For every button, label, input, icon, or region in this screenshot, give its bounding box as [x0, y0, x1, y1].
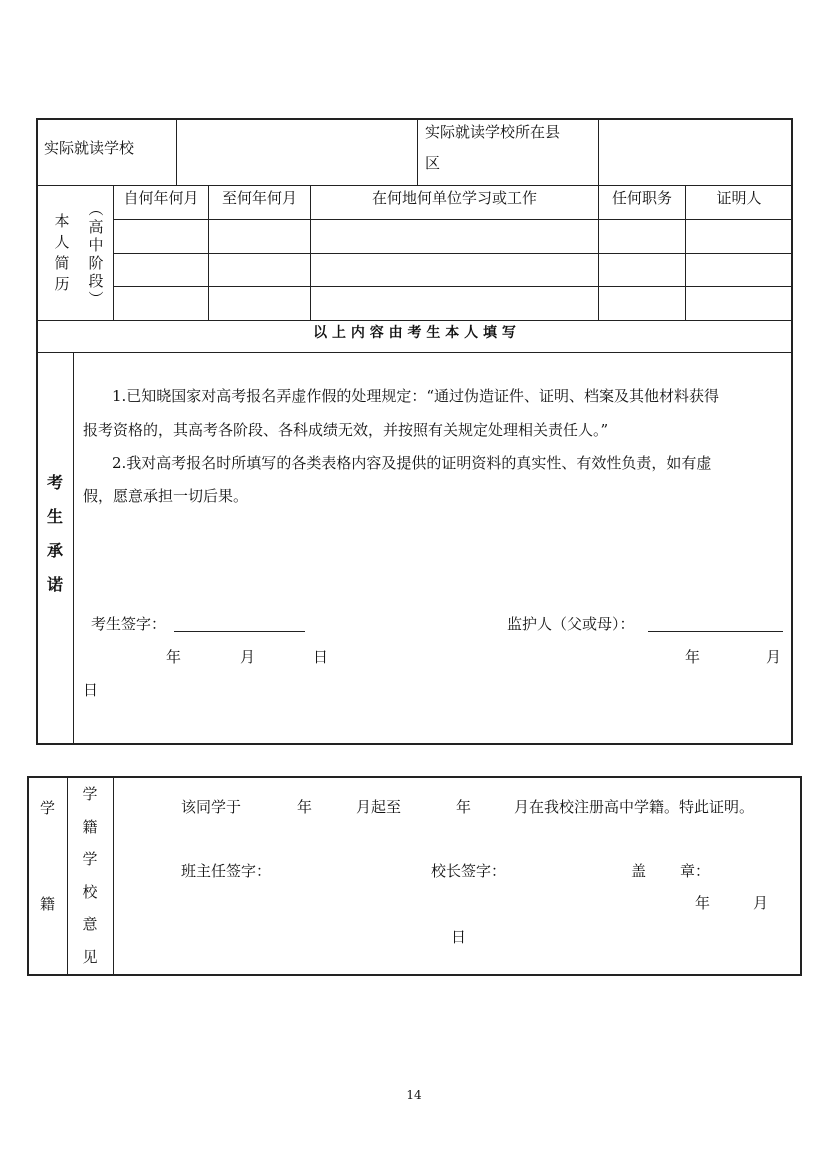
divider — [67, 777, 68, 974]
opinion-label-inner: 学 籍 学 校 意 见 — [82, 785, 98, 966]
page-number: 14 — [406, 1088, 422, 1102]
resume-cell[interactable] — [210, 221, 309, 252]
divider — [37, 320, 792, 321]
divider — [114, 219, 792, 220]
statement-prefix: 该同学于 — [181, 798, 242, 816]
teacher-sign-label: 班主任签字： — [181, 862, 272, 880]
seal-label-1: 盖 — [631, 862, 647, 880]
divider — [417, 119, 418, 186]
statement-year1: 年 — [297, 798, 313, 816]
resume-cell[interactable] — [600, 288, 684, 319]
seal-label-2: 章： — [680, 862, 711, 880]
resume-cell[interactable] — [687, 255, 791, 285]
resume-cell[interactable] — [312, 255, 597, 285]
divider — [114, 286, 792, 287]
school-label: 实际就读学校 — [44, 139, 135, 157]
county-label-line2: 区 — [425, 154, 441, 172]
guardian-date-day: 日 — [83, 681, 99, 699]
resume-cell[interactable] — [687, 288, 791, 319]
statement-year2: 年 — [456, 798, 472, 816]
school-input[interactable] — [178, 120, 416, 185]
guardian-sign-field[interactable] — [648, 631, 783, 632]
statement-month1: 月起至 — [356, 798, 402, 816]
pledge-label: 考 生 承 诺 — [46, 473, 63, 594]
guardian-sign-label: 监护人（父或母）： — [507, 615, 635, 633]
opinion-date-day: 日 — [451, 928, 467, 946]
divider — [598, 119, 599, 186]
student-date-day: 日 — [313, 648, 329, 666]
opinion-date-year: 年 — [695, 894, 711, 912]
resume-sublabel: ︵ 高 中 阶 段 ︶ — [88, 200, 104, 308]
divider — [37, 352, 792, 353]
divider — [37, 185, 792, 186]
opinion-label-outer-1: 学 — [40, 799, 56, 817]
pledge-item2-line2: 假，愿意承担一切后果。 — [83, 487, 249, 505]
county-input[interactable] — [600, 120, 791, 185]
header-place: 在何地何单位学习或工作 — [371, 189, 537, 207]
guardian-date-month: 月 — [766, 648, 782, 666]
resume-cell[interactable] — [210, 255, 309, 285]
resume-cell[interactable] — [312, 288, 597, 319]
divider — [113, 777, 114, 974]
divider — [176, 119, 177, 186]
pledge-item1-line2: 报考资格的，其高考各阶段、各科成绩无效，并按照有关规定处理相关责任人。” — [83, 421, 609, 439]
header-witness: 证明人 — [716, 189, 762, 207]
resume-cell[interactable] — [115, 255, 207, 285]
resume-cell[interactable] — [600, 221, 684, 252]
student-date-year: 年 — [166, 648, 182, 666]
statement-suffix: 月在我校注册高中学籍。特此证明。 — [514, 798, 755, 816]
resume-cell[interactable] — [687, 221, 791, 252]
county-label-line1: 实际就读学校所在县 — [425, 123, 561, 141]
pledge-item2-line1: 2.我对高考报名时所填写的各类表格内容及提供的证明资料的真实性、有效性负责，如有虚 — [112, 454, 712, 472]
student-date-month: 月 — [240, 648, 256, 666]
resume-cell[interactable] — [600, 255, 684, 285]
divider — [114, 253, 792, 254]
resume-cell[interactable] — [312, 221, 597, 252]
resume-label: 本 人 简 历 — [54, 212, 70, 293]
resume-cell[interactable] — [115, 221, 207, 252]
divider — [73, 353, 74, 743]
header-from-date: 自何年何月 — [123, 189, 199, 207]
header-to-date: 至何年何月 — [221, 189, 297, 207]
resume-cell[interactable] — [210, 288, 309, 319]
pledge-item1-line1: 1.已知晓国家对高考报名弄虚作假的处理规定：“通过伪造证件、证明、档案及其他材料获得 — [112, 387, 719, 405]
resume-cell[interactable] — [115, 288, 207, 319]
student-sign-label: 考生签字： — [91, 615, 167, 633]
student-sign-field[interactable] — [174, 631, 305, 632]
principal-sign-label: 校长签字： — [431, 862, 507, 880]
opinion-label-outer-2: 籍 — [40, 895, 56, 913]
header-position: 任何职务 — [611, 189, 672, 207]
filled-by-notice: 以 上 内 容 由 考 生 本 人 填 写 — [313, 325, 516, 341]
opinion-date-month: 月 — [753, 894, 769, 912]
guardian-date-year: 年 — [685, 648, 701, 666]
